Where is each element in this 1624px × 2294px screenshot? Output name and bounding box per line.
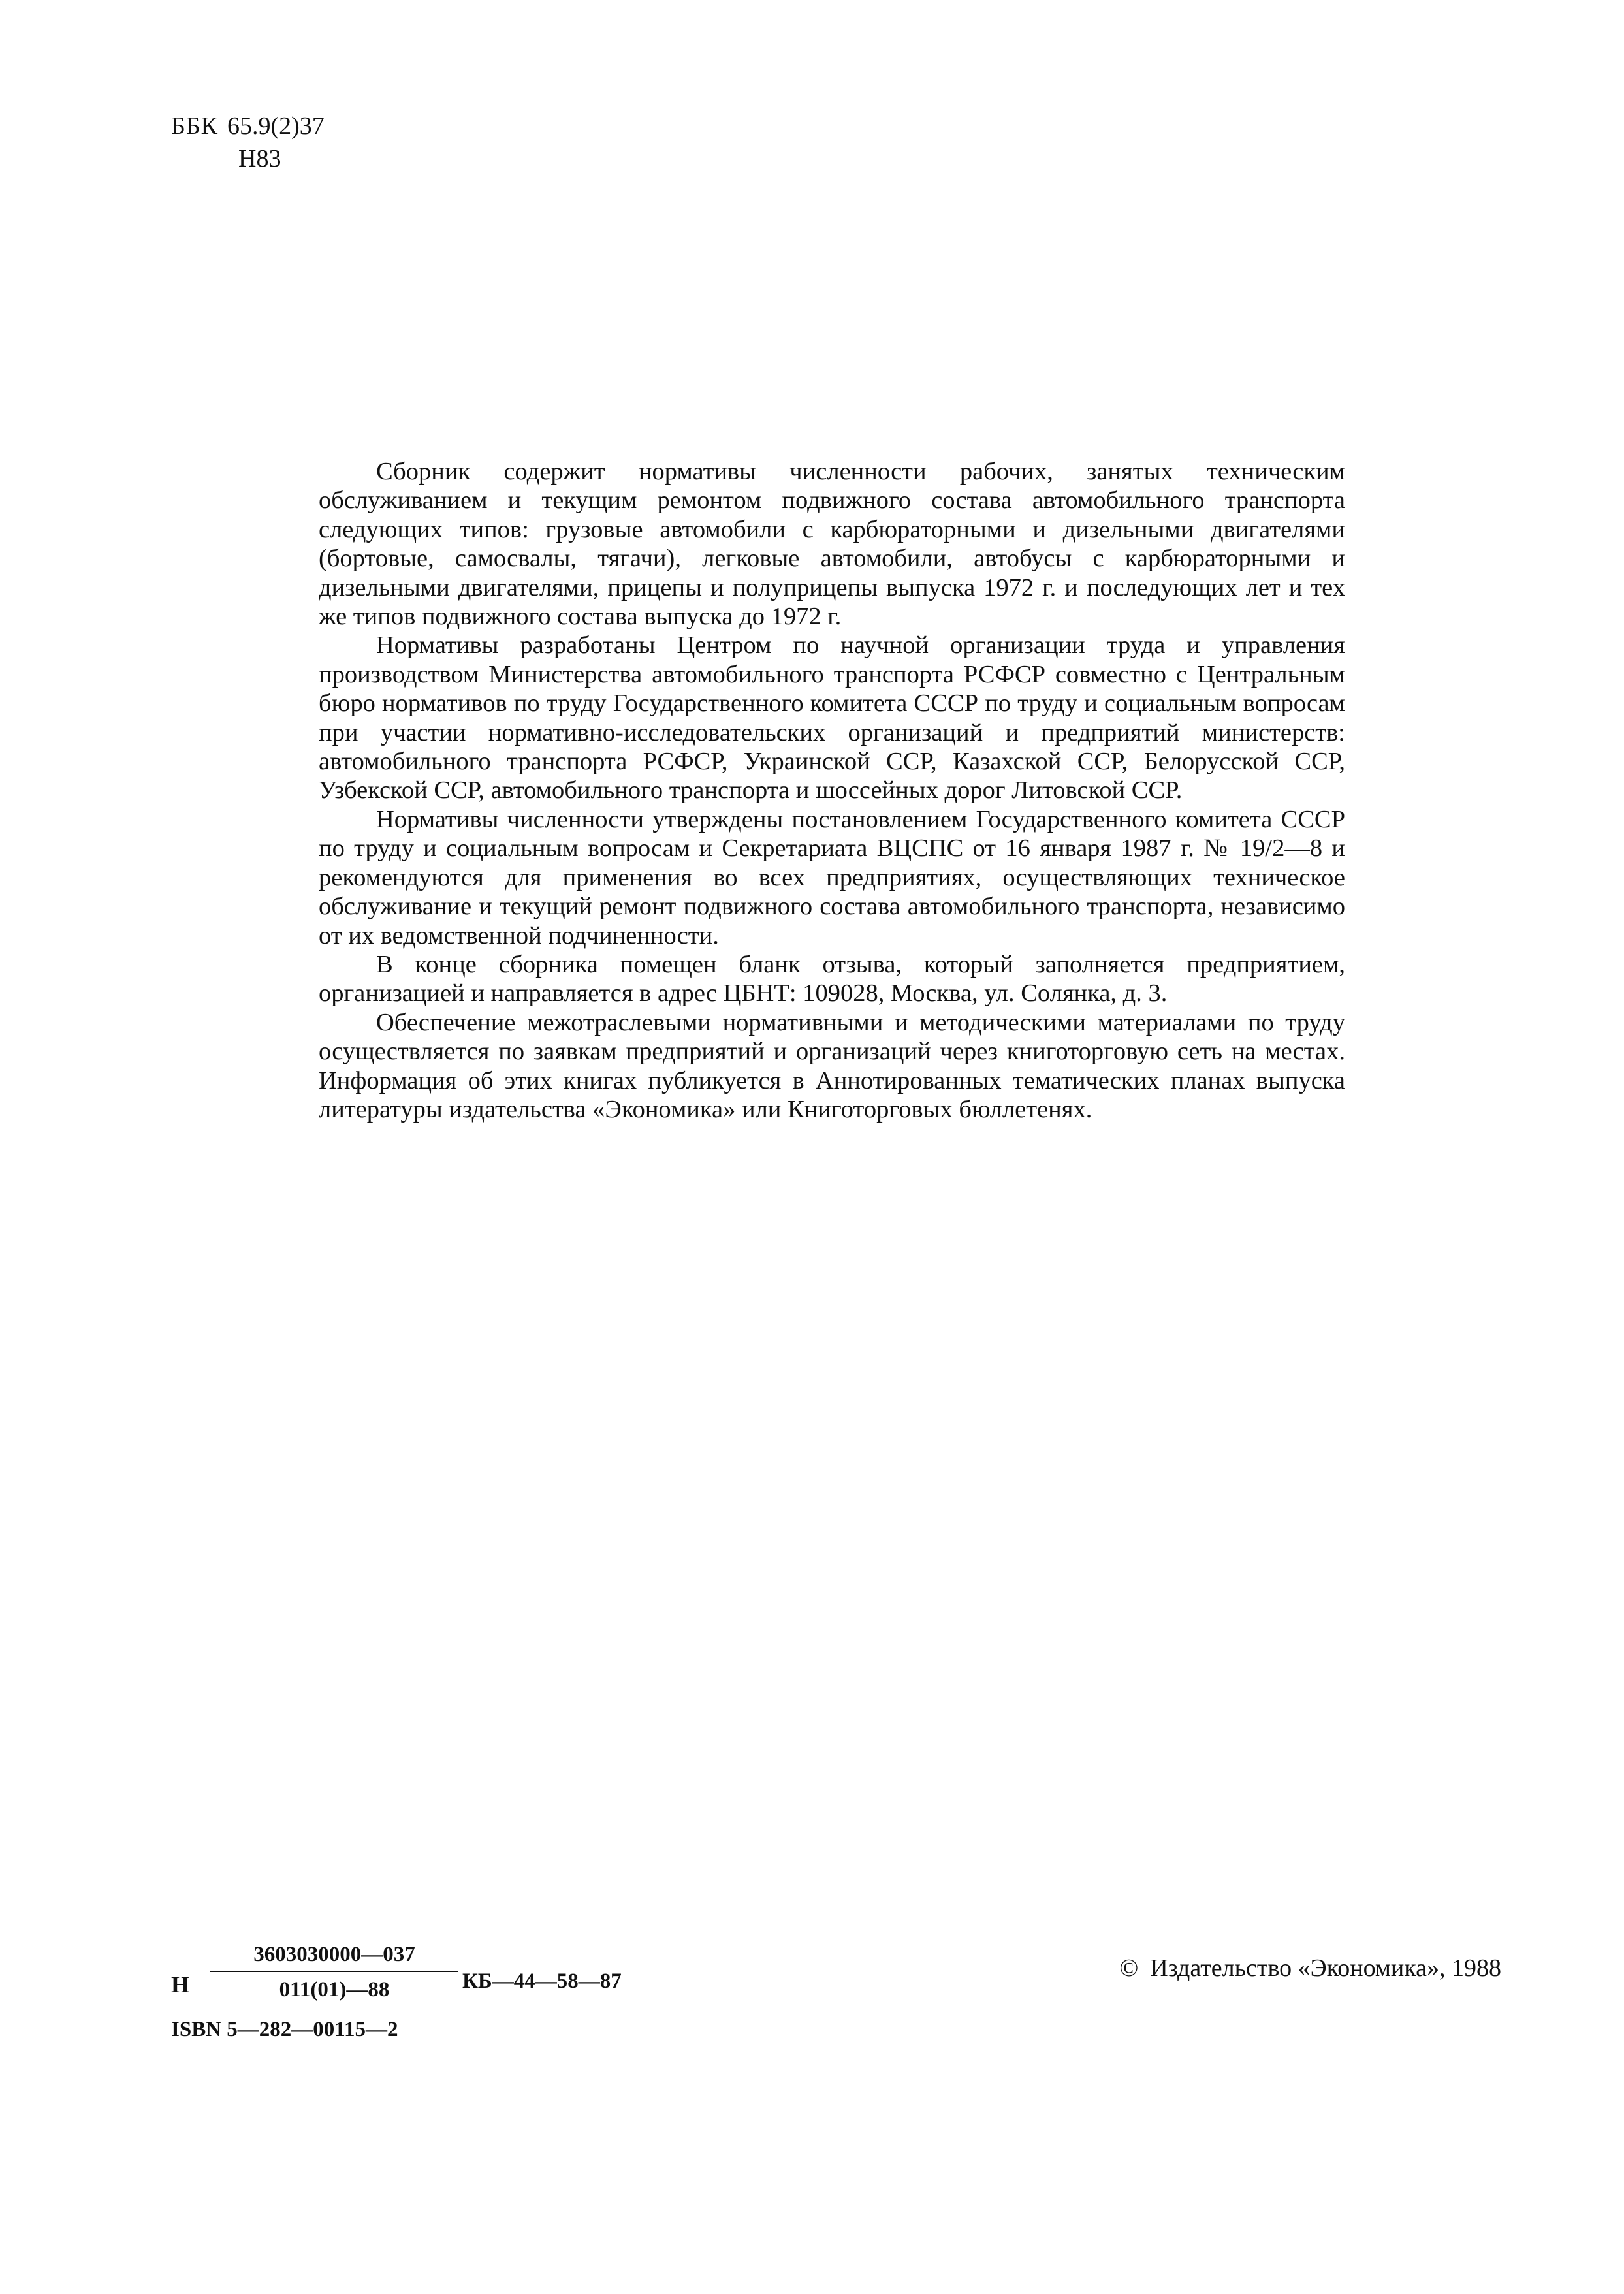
fraction-bar xyxy=(210,1971,458,1972)
imprint-numerator: 3603030000—037 xyxy=(253,1943,415,1966)
bbk-code: 65.9(2)37 xyxy=(227,112,325,140)
annotation-paragraph: Сборник содержит нормативы численности рабочих, занятых техническим обслуживанием и текущим ремонтом подвижного состава автомобильного транспорта следующих типов: грузовые автомобили с карбюраторными и дизельными двигателями (бортовые, самосвалы, тягачи), легковые автомобили, автобусы с карбюраторными и дизельными двигателями, прицепы и полуприцепы выпуска 1972 г. и последующих лет и тех же типов подвижного состава выпуска до 1972 г. xyxy=(319,458,1345,631)
library-classification xyxy=(171,110,325,175)
imprint-denominator: 011(01)—88 xyxy=(279,1978,390,2001)
bbk-label: ББК xyxy=(171,112,218,140)
annotation-paragraph: В конце сборника помещен бланк отзыва, который заполняется предприятием, организацией и направляется в адрес ЦБНТ: 109028, Москва, ул. Солянка, д. 3. xyxy=(319,950,1345,1008)
isbn-number: ISBN 5—282—00115—2 xyxy=(171,2018,398,2041)
kb-code: КБ—44—58—87 xyxy=(462,1969,622,1993)
annotation-text xyxy=(319,457,1345,1124)
annotation-paragraph: Нормативы разработаны Центром по научной организации труда и управления производством Министерства автомобильного транспорта РСФСР совместно с Центральным бюро нормативов по труду Государственного комитета СССР по труду и социальным вопросам при участии нормативно-исследовательских организаций и предприятий министерств: автомобильного транспорта РСФСР, Украинской ССР, Казахской ССР, Белорусской ССР, Узбекской ССР, автомобильного транспорта и шоссейных дорог Литовской ССР. xyxy=(319,631,1345,804)
imprint-fraction xyxy=(210,1941,458,2003)
copyright-icon: © xyxy=(1119,1954,1139,1982)
copyright-notice xyxy=(1119,1954,1501,1983)
annotation-paragraph: Обеспечение межотраслевыми нормативными и методическими материалами по труду осуществляется по заявкам предприятий и организаций через книготорговую сеть на местах. Информация об этих книгах публикуется в Аннотированных тематических планах выпуска литературы издательства «Экономика» или Книготорговых бюллетенях. xyxy=(319,1008,1345,1123)
annotation-paragraph: Нормативы численности утверждены постановлением Государственного комитета СССР по труду и социальным вопросам и Секретариата ВЦСПС от 16 января 1987 г. № 19/2—8 и рекомендуются для применения во всех предприятиях, осуществляющих техническое обслуживание и текущий ремонт подвижного состава автомобильного транспорта, независимо от их ведомственной подчиненности. xyxy=(319,805,1345,949)
author-mark: Н83 xyxy=(238,145,281,172)
imprint-letter: Н xyxy=(171,1971,190,1998)
copyright-text: Издательство «Экономика», 1988 xyxy=(1150,1954,1501,1982)
